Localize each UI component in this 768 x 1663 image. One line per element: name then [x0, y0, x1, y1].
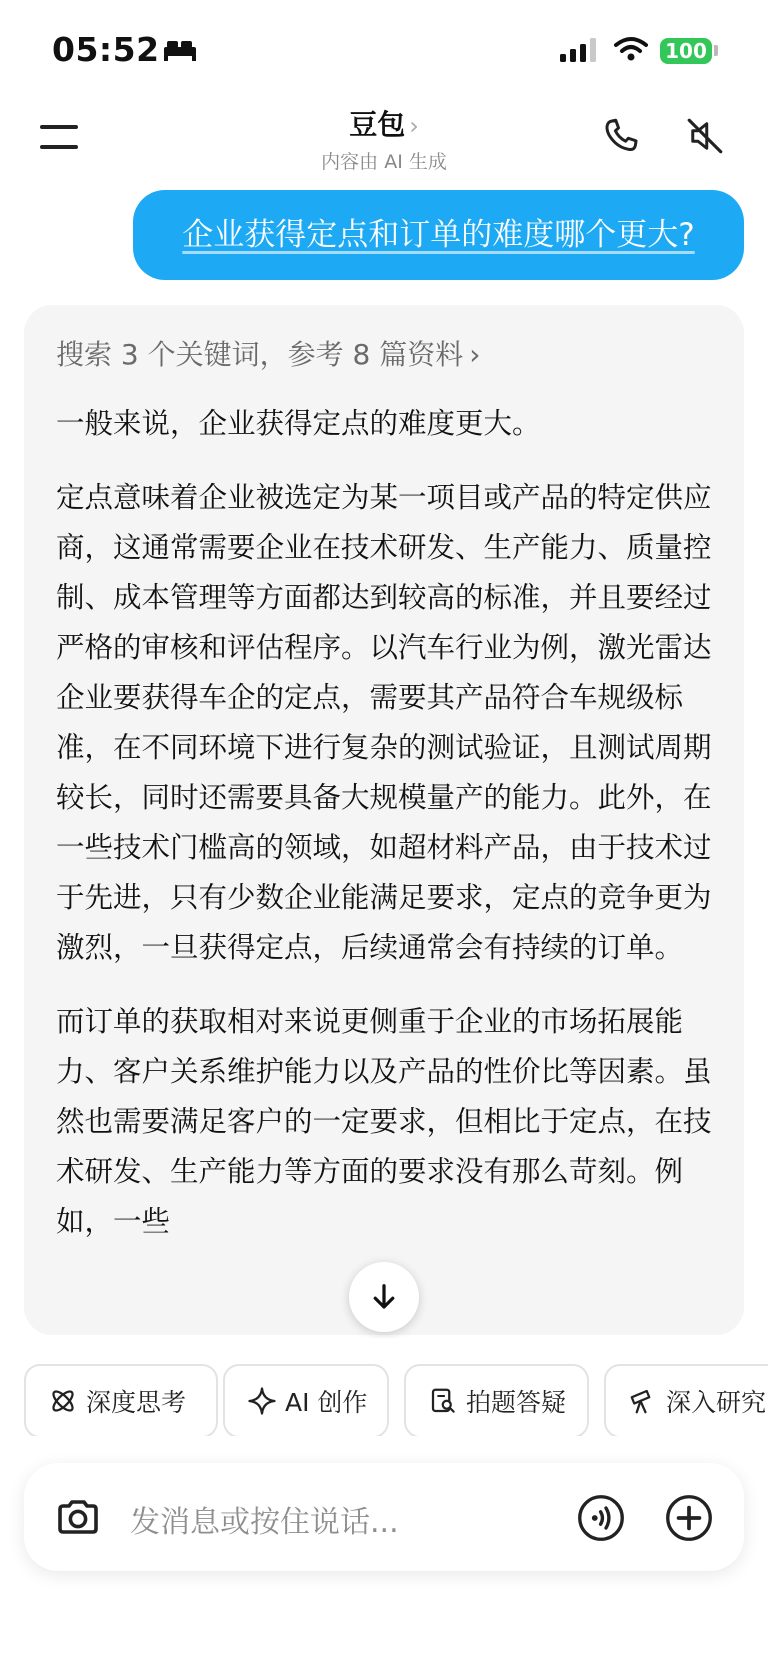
- quick-action-chips: [24, 1364, 768, 1436]
- sparkle-icon: [247, 1386, 277, 1416]
- phone-call-icon[interactable]: [600, 115, 642, 157]
- speaker-muted-icon[interactable]: [684, 115, 726, 157]
- chevron-right-icon: ›: [469, 338, 481, 371]
- chip-deep-research[interactable]: [604, 1364, 768, 1436]
- message-input-placeholder[interactable]: 发消息或按住说话...: [130, 1505, 399, 1540]
- user-message-text: 企业获得定点和订单的难度哪个更大?: [182, 217, 695, 253]
- message-input-box[interactable]: [24, 1463, 744, 1571]
- add-attachment-icon[interactable]: [664, 1493, 714, 1543]
- chip-ai-create[interactable]: [223, 1364, 389, 1436]
- answer-paragraph: 一般来说，企业获得定点的难度更大。: [56, 407, 541, 440]
- battery-indicator: 100: [660, 38, 712, 64]
- scroll-to-bottom-button[interactable]: [349, 1262, 419, 1332]
- answer-paragraph: 定点意味着企业被选定为某一项目或产品的特定供应商，这通常需要企业在技术研发、生产能力、质量控制、成本管理等方面都达到较高的标准，并且要经过严格的审核和评估程序。以汽车行业为例，激光雷达企业要获得车企的定点，需要其产品符合车规级标准，在不同环境下进行复杂的测试验证，且测试周期较长，同时还需要具备大规模量产的能力。此外，在一些技术门槛高的领域，如超材料产品，由于技术过于先进，只有少数企业能满足要求，定点的竞争更为激烈，一旦获得定点，后续通常会有持续的订单。: [56, 481, 712, 964]
- ai-generated-notice: 内容由 AI 生成: [321, 151, 447, 173]
- bottom-panel: [0, 1338, 768, 1663]
- user-message-bubble[interactable]: [133, 190, 744, 280]
- ai-answer-card: [24, 305, 744, 1335]
- wifi-icon: [614, 36, 648, 62]
- status-time: 05:52: [52, 30, 160, 69]
- bot-name: 豆包: [349, 108, 406, 141]
- chip-label: 深入研究: [666, 1388, 767, 1417]
- answer-paragraph: 而订单的获取相对来说更侧重于企业的市场拓展能力、客户关系维护能力以及产品的性价比等因素。虽然也需要满足客户的一定要求，但相比于定点，在技术研发、生产能力等方面的要求没有那么苛刻。例如，一些: [56, 1005, 712, 1238]
- voice-call-icon[interactable]: [576, 1493, 626, 1543]
- menu-button[interactable]: [38, 117, 82, 157]
- chat-header: [0, 95, 768, 185]
- chip-deep-thinking[interactable]: [24, 1364, 218, 1436]
- cellular-signal-icon: [560, 38, 600, 62]
- chip-label: 深度思考: [86, 1388, 187, 1417]
- chevron-right-icon: ›: [409, 112, 419, 140]
- chip-label: AI 创作: [285, 1388, 368, 1417]
- camera-icon[interactable]: [54, 1493, 102, 1541]
- atom-icon: [48, 1386, 78, 1416]
- telescope-icon: [628, 1386, 658, 1416]
- bot-title-area[interactable]: [234, 103, 534, 174]
- document-search-icon: [428, 1386, 458, 1416]
- status-bar: [0, 0, 768, 100]
- search-references-text: 搜索 3 个关键词，参考 8 篇资料: [56, 338, 464, 371]
- chip-photo-question[interactable]: [404, 1364, 589, 1436]
- chip-label: 拍题答疑: [466, 1388, 567, 1417]
- battery-nub: [714, 45, 718, 56]
- search-references-link[interactable]: [56, 333, 716, 373]
- sleep-focus-icon: [162, 38, 198, 62]
- arrow-down-icon: [369, 1282, 399, 1312]
